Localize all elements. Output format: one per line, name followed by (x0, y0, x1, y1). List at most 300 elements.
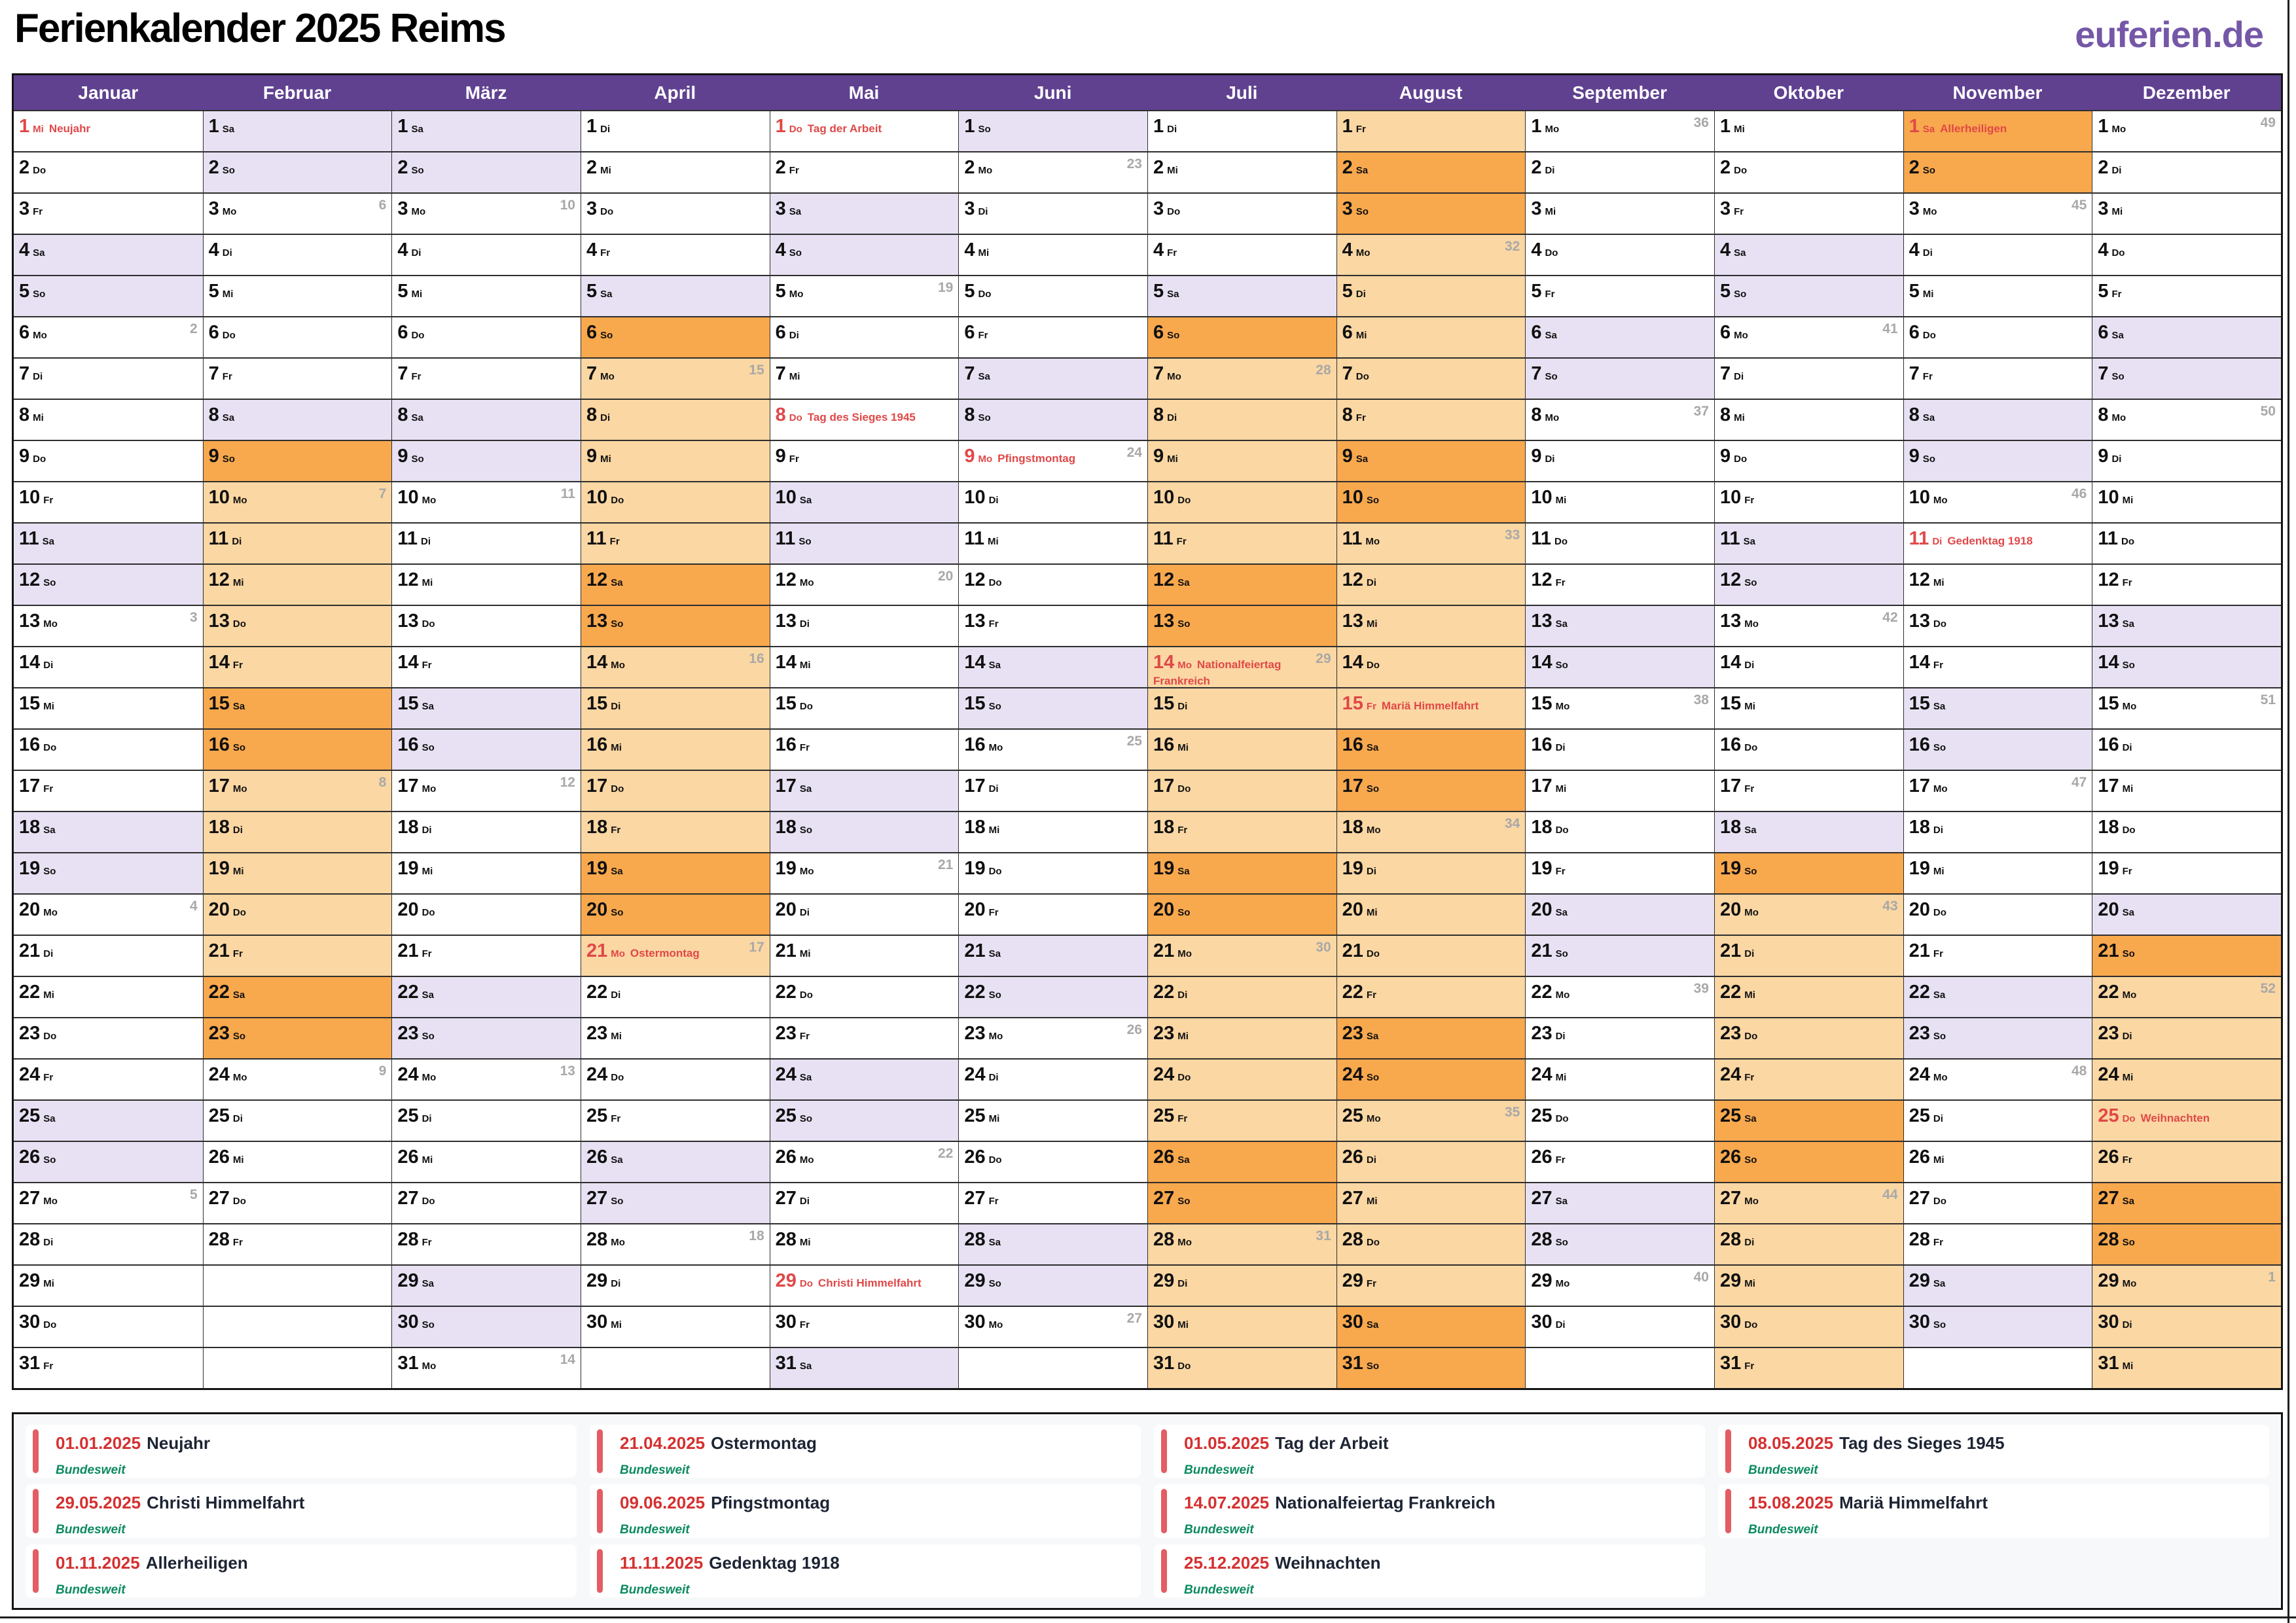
day-cell-november-13 (1903, 605, 2092, 646)
holiday-name: Gedenktag 1918 (1947, 535, 2033, 547)
weekday-label: So (43, 577, 56, 588)
weekday-label: Mi (422, 1154, 433, 1166)
day-cell-marz-4 (391, 234, 581, 275)
day-number: 27 (1719, 1188, 1742, 1209)
day-cell-oktober-7 (1714, 357, 1903, 399)
day-cell-oktober-16 (1714, 728, 1903, 770)
weekday-label: Di (1366, 1154, 1376, 1166)
day-number: 9 (208, 446, 219, 467)
day-number: 5 (397, 281, 408, 302)
legend-entry-pfingstmontag (590, 1484, 1141, 1537)
legend-holiday-name: Pfingstmontag (711, 1493, 831, 1513)
weekday-label: Do (600, 206, 614, 217)
weekday-label: Mi (1734, 412, 1745, 423)
month-header-august: August (1336, 75, 1526, 110)
day-cell-august-26 (1336, 1141, 1526, 1182)
weekday-label: Sa (232, 990, 245, 1001)
day-cell-november-29 (1903, 1264, 2092, 1306)
weekday-label: Mo (1933, 495, 1948, 506)
weekday-label: Sa (43, 825, 56, 836)
day-cell-oktober-29 (1714, 1264, 1903, 1306)
day-cell-november-12 (1903, 563, 2092, 605)
empty-cell-februar-31 (203, 1347, 392, 1388)
weekday-label: Mi (422, 866, 433, 877)
legend-holiday-name: Christi Himmelfahrt (147, 1493, 305, 1513)
weekday-label: Do (1933, 907, 1946, 918)
day-cell-april-27 (581, 1182, 770, 1223)
day-cell-dezember-23 (2092, 1017, 2281, 1058)
day-number: 24 (1531, 1064, 1552, 1085)
day-number: 2 (586, 157, 598, 178)
day-number: 23 (2098, 1023, 2119, 1044)
weekday-label: Di (2122, 742, 2132, 753)
day-cell-marz-6 (391, 316, 581, 357)
day-cell-september-10 (1525, 481, 1714, 522)
day-cell-marz-10 (391, 481, 581, 522)
weekday-label: Do (43, 1319, 57, 1330)
day-number: 5 (1342, 281, 1353, 302)
day-number: 15 (1342, 693, 1363, 714)
week-number: 34 (1504, 816, 1520, 831)
day-cell-juni-8 (958, 399, 1147, 440)
week-number: 23 (1126, 156, 1142, 171)
day-cell-januar-2 (14, 151, 203, 192)
day-number: 30 (2098, 1311, 2119, 1332)
day-number: 28 (2098, 1229, 2119, 1250)
day-cell-marz-3 (391, 192, 581, 234)
day-cell-september-27 (1525, 1182, 1714, 1223)
weekday-label: Do (1366, 660, 1380, 671)
day-number: 13 (1342, 611, 1363, 632)
week-number: 49 (2260, 115, 2276, 130)
day-number: 22 (1342, 982, 1363, 1003)
day-number: 19 (964, 858, 986, 879)
day-cell-september-19 (1525, 852, 1714, 893)
day-number: 6 (397, 322, 408, 343)
weekday-label: Mo (1366, 1113, 1381, 1124)
weekday-label: So (1366, 1361, 1380, 1372)
day-number: 15 (586, 693, 608, 714)
weekday-label: Do (789, 412, 802, 423)
day-cell-juli-3 (1147, 192, 1336, 234)
day-number: 18 (1909, 817, 1930, 838)
weekday-label: Mo (1744, 907, 1759, 918)
day-number: 8 (1531, 404, 1542, 425)
day-cell-marz-25 (391, 1099, 581, 1141)
day-number: 21 (1531, 940, 1552, 961)
day-cell-januar-6 (14, 316, 203, 357)
weekday-label: Di (600, 124, 611, 135)
weekday-label: Do (1167, 206, 1181, 217)
day-number: 19 (1342, 858, 1363, 879)
day-cell-oktober-17 (1714, 770, 1903, 811)
day-cell-marz-22 (391, 976, 581, 1017)
day-cell-juli-7 (1147, 357, 1336, 399)
day-cell-juli-4 (1147, 234, 1336, 275)
day-number: 24 (1153, 1064, 1175, 1085)
legend-red-bar (597, 1489, 603, 1533)
day-cell-juli-14 (1147, 646, 1336, 687)
day-number: 7 (19, 363, 30, 384)
day-number: 1 (1909, 116, 1920, 137)
day-cell-marz-24 (391, 1058, 581, 1099)
day-number: 12 (964, 569, 986, 590)
day-number: 17 (964, 776, 986, 796)
weekday-label: Di (789, 330, 799, 341)
weekday-label: Mo (1365, 536, 1380, 547)
week-number: 28 (1316, 363, 1331, 378)
day-number: 3 (19, 198, 30, 219)
legend-red-bar (33, 1549, 39, 1593)
day-cell-mai-22 (770, 976, 959, 1017)
weekday-label: Sa (1922, 124, 1935, 135)
weekday-label: Di (988, 783, 999, 794)
weekday-label: Mi (33, 124, 44, 135)
day-number: 25 (1153, 1105, 1175, 1126)
day-number: 14 (1342, 652, 1363, 673)
legend-region: Bundesweit (1748, 1463, 1818, 1477)
day-number: 20 (1719, 899, 1742, 920)
day-cell-januar-13 (14, 605, 203, 646)
day-cell-marz-30 (391, 1306, 581, 1347)
day-cell-juni-1 (958, 110, 1147, 151)
page-edge-right (2287, 0, 2289, 1623)
weekday-label: Di (1545, 165, 1555, 176)
day-number: 14 (586, 652, 608, 673)
weekday-label: Fr (611, 1113, 621, 1124)
day-number: 22 (208, 982, 230, 1003)
day-number: 27 (586, 1188, 608, 1209)
day-number: 12 (1909, 569, 1930, 590)
day-cell-september-5 (1525, 275, 1714, 316)
weekday-label: Do (1744, 742, 1758, 753)
day-cell-april-12 (581, 563, 770, 605)
day-cell-april-13 (581, 605, 770, 646)
day-cell-juli-1 (1147, 110, 1336, 151)
weekday-label: Mi (988, 536, 999, 547)
day-cell-mai-18 (770, 811, 959, 852)
weekday-label: Do (422, 1196, 435, 1207)
day-cell-januar-16 (14, 728, 203, 770)
day-number: 7 (2098, 363, 2109, 384)
day-number: 23 (1342, 1023, 1363, 1044)
day-cell-juni-30 (958, 1306, 1147, 1347)
day-number: 25 (208, 1105, 230, 1126)
day-cell-juni-3 (958, 192, 1147, 234)
day-cell-juni-21 (958, 935, 1147, 976)
day-number: 13 (208, 611, 230, 632)
day-cell-oktober-21 (1714, 935, 1903, 976)
day-number: 28 (775, 1229, 797, 1250)
day-number: 1 (1531, 116, 1542, 137)
day-cell-august-28 (1336, 1223, 1526, 1264)
day-number: 14 (964, 652, 986, 673)
day-number: 20 (19, 899, 41, 920)
day-number: 4 (586, 240, 598, 260)
weekday-label: Mi (611, 1319, 622, 1330)
day-cell-juni-16 (958, 728, 1147, 770)
day-cell-november-3 (1903, 192, 2092, 234)
weekday-label: Do (799, 1278, 813, 1289)
weekday-label: Do (422, 907, 435, 918)
day-number: 11 (964, 528, 984, 549)
day-number: 4 (1531, 240, 1542, 260)
holiday-legend (12, 1412, 2283, 1610)
legend-entry-tag-der-arbeit (1154, 1425, 1705, 1478)
day-number: 7 (1531, 363, 1542, 384)
weekday-label: Mi (232, 1154, 244, 1166)
day-cell-august-29 (1336, 1264, 1526, 1306)
legend-holiday-name: Ostermontag (711, 1433, 817, 1453)
weekday-label: Sa (1933, 1278, 1946, 1289)
legend-holiday-name: Weihnachten (1275, 1552, 1381, 1573)
weekday-label: Fr (1355, 124, 1366, 135)
day-cell-juli-23 (1147, 1017, 1336, 1058)
day-cell-mai-19 (770, 852, 959, 893)
day-number: 28 (964, 1229, 986, 1250)
day-number: 17 (1153, 776, 1175, 796)
weekday-label: Mi (1734, 124, 1745, 135)
month-header-november: November (1903, 75, 2092, 110)
week-number: 7 (378, 486, 387, 501)
euferien-logo[interactable]: euferien.de (2075, 14, 2263, 55)
weekday-label: Mi (2122, 783, 2134, 794)
weekday-label: Sa (1743, 536, 1756, 547)
weekday-label: Sa (1177, 577, 1190, 588)
week-number: 3 (189, 610, 198, 625)
day-number: 30 (19, 1311, 41, 1332)
legend-holiday-name: Neujahr (147, 1433, 210, 1453)
weekday-label: Mi (1366, 907, 1378, 918)
day-cell-mai-6 (770, 316, 959, 357)
day-number: 17 (775, 776, 797, 796)
weekday-label: Di (988, 495, 999, 506)
day-number: 27 (1909, 1188, 1930, 1209)
day-number: 9 (1531, 446, 1542, 467)
weekday-label: Fr (978, 330, 988, 341)
day-cell-juni-20 (958, 893, 1147, 935)
day-number: 16 (1909, 734, 1930, 755)
day-cell-marz-2 (391, 151, 581, 192)
day-cell-marz-26 (391, 1141, 581, 1182)
day-cell-juli-28 (1147, 1223, 1336, 1264)
day-number: 5 (19, 281, 30, 302)
day-cell-dezember-11 (2092, 522, 2281, 563)
week-number: 45 (2071, 198, 2087, 213)
weekday-label: Do (1555, 1113, 1569, 1124)
day-number: 16 (208, 734, 230, 755)
weekday-label: Di (422, 1113, 432, 1124)
day-number: 15 (775, 693, 797, 714)
day-number: 7 (964, 363, 975, 384)
day-cell-mai-10 (770, 481, 959, 522)
day-number: 30 (1153, 1311, 1175, 1332)
holiday-name: Allerheiligen (1940, 122, 2007, 135)
weekday-label: Mo (2111, 412, 2126, 423)
weekday-label: Do (978, 289, 992, 300)
weekday-label: Sa (1933, 701, 1946, 712)
day-cell-august-11 (1336, 522, 1526, 563)
day-cell-oktober-6 (1714, 316, 1903, 357)
weekday-label: Fr (1744, 495, 1755, 506)
weekday-label: So (43, 866, 56, 877)
weekday-label: Mo (1366, 825, 1381, 836)
day-number: 2 (1719, 157, 1731, 178)
day-cell-juni-28 (958, 1223, 1147, 1264)
weekday-label: Fr (1355, 412, 1366, 423)
day-cell-februar-13 (203, 605, 392, 646)
weekday-label: So (422, 742, 435, 753)
weekday-label: Sa (1555, 907, 1568, 918)
day-cell-november-23 (1903, 1017, 2092, 1058)
day-cell-august-4 (1336, 234, 1526, 275)
weekday-label: Mo (43, 907, 58, 918)
holiday-name: Pfingstmontag (997, 452, 1076, 465)
day-number: 4 (19, 240, 30, 260)
weekday-label: Di (2122, 1319, 2132, 1330)
day-cell-oktober-11 (1714, 522, 1903, 563)
day-cell-mai-25 (770, 1099, 959, 1141)
month-header-april: April (581, 75, 770, 110)
weekday-label: Fr (1734, 206, 1744, 217)
day-number: 19 (775, 858, 797, 879)
day-number: 10 (19, 487, 41, 508)
day-number: 20 (397, 899, 419, 920)
day-cell-april-4 (581, 234, 770, 275)
day-number: 2 (2098, 157, 2109, 178)
weekday-label: So (1744, 577, 1757, 588)
weekday-label: Sa (2122, 618, 2134, 630)
day-cell-juni-11 (958, 522, 1147, 563)
weekday-label: Mo (232, 783, 247, 794)
day-cell-dezember-3 (2092, 192, 2281, 234)
weekday-label: So (43, 1154, 56, 1166)
legend-entry-gedenktag-1918 (590, 1544, 1141, 1597)
day-cell-april-26 (581, 1141, 770, 1182)
weekday-label: So (789, 247, 802, 259)
empty-cell-juni-31 (958, 1347, 1147, 1388)
day-number: 2 (1342, 157, 1353, 178)
holiday-name: Neujahr (48, 122, 91, 135)
weekday-label: Di (1933, 1113, 1943, 1124)
weekday-label: So (799, 825, 813, 836)
day-cell-mai-7 (770, 357, 959, 399)
weekday-label: Di (1366, 577, 1376, 588)
weekday-label: Sa (1355, 454, 1369, 465)
day-number: 5 (586, 281, 598, 302)
day-cell-dezember-2 (2092, 151, 2281, 192)
day-number: 27 (2098, 1188, 2119, 1209)
day-number: 29 (1719, 1270, 1742, 1291)
legend-date: 08.05.2025 (1748, 1433, 1834, 1453)
day-cell-september-15 (1525, 687, 1714, 728)
day-cell-september-1 (1525, 110, 1714, 151)
day-number: 1 (2098, 116, 2109, 137)
day-cell-november-9 (1903, 440, 2092, 481)
day-cell-oktober-26 (1714, 1141, 1903, 1182)
day-number: 24 (2098, 1064, 2119, 1085)
day-cell-oktober-13 (1714, 605, 1903, 646)
weekday-label: Mo (1933, 783, 1948, 794)
day-number: 8 (19, 404, 30, 425)
day-cell-marz-18 (391, 811, 581, 852)
weekday-label: Fr (1933, 660, 1943, 671)
day-number: 15 (1909, 693, 1930, 714)
day-cell-dezember-16 (2092, 728, 2281, 770)
day-number: 30 (964, 1311, 986, 1332)
day-cell-juli-8 (1147, 399, 1336, 440)
day-cell-juli-22 (1147, 976, 1336, 1017)
day-cell-august-24 (1336, 1058, 1526, 1099)
day-cell-august-20 (1336, 893, 1526, 935)
weekday-label: Fr (1933, 948, 1943, 959)
day-number: 9 (397, 446, 408, 467)
day-number: 25 (1342, 1105, 1363, 1126)
weekday-label: Sa (1366, 1031, 1379, 1042)
day-cell-oktober-20 (1714, 893, 1903, 935)
weekday-label: Do (43, 742, 57, 753)
day-cell-august-9 (1336, 440, 1526, 481)
day-number: 26 (1153, 1147, 1175, 1168)
day-number: 18 (397, 817, 419, 838)
legend-region: Bundesweit (1184, 1523, 1254, 1537)
day-number: 2 (1909, 157, 1920, 178)
day-number: 5 (1153, 281, 1164, 302)
day-cell-september-7 (1525, 357, 1714, 399)
day-number: 4 (1342, 240, 1353, 260)
holiday-name: Mariä Himmelfahrt (1381, 700, 1479, 712)
day-number: 26 (775, 1147, 797, 1168)
day-number: 30 (775, 1311, 797, 1332)
day-cell-mai-21 (770, 935, 959, 976)
day-cell-september-28 (1525, 1223, 1714, 1264)
legend-entry-ostermontag (590, 1425, 1141, 1478)
week-number: 18 (749, 1228, 764, 1243)
day-cell-april-22 (581, 976, 770, 1017)
day-number: 27 (775, 1188, 797, 1209)
day-cell-juni-26 (958, 1141, 1147, 1182)
day-number: 6 (1531, 322, 1542, 343)
day-number: 13 (1531, 611, 1552, 632)
weekday-label: Mo (43, 618, 58, 630)
day-number: 27 (19, 1188, 41, 1209)
legend-holiday-name: Nationalfeiertag Frankreich (1275, 1493, 1496, 1513)
day-number: 4 (1909, 240, 1920, 260)
legend-date: 29.05.2025 (56, 1493, 141, 1513)
weekday-label: Mo (1177, 660, 1192, 671)
day-number: 18 (2098, 817, 2119, 838)
month-header-dezember: Dezember (2092, 75, 2281, 110)
legend-red-bar (597, 1549, 603, 1593)
weekday-label: So (611, 907, 624, 918)
day-cell-august-27 (1336, 1182, 1526, 1223)
legend-red-bar (33, 1489, 39, 1533)
day-cell-januar-11 (14, 522, 203, 563)
day-cell-oktober-22 (1714, 976, 1903, 1017)
weekday-label: So (611, 618, 624, 630)
day-number: 12 (2098, 569, 2119, 590)
day-number: 18 (586, 817, 608, 838)
weekday-label: Mi (1177, 1319, 1189, 1330)
day-cell-september-24 (1525, 1058, 1714, 1099)
weekday-label: Do (1366, 948, 1380, 959)
weekday-label: Mo (422, 495, 437, 506)
day-number: 25 (1531, 1105, 1552, 1126)
weekday-label: Mo (988, 1319, 1003, 1330)
week-number: 2 (189, 321, 198, 336)
legend-holiday-name: Gedenktag 1918 (709, 1552, 840, 1573)
day-number: 19 (208, 858, 230, 879)
